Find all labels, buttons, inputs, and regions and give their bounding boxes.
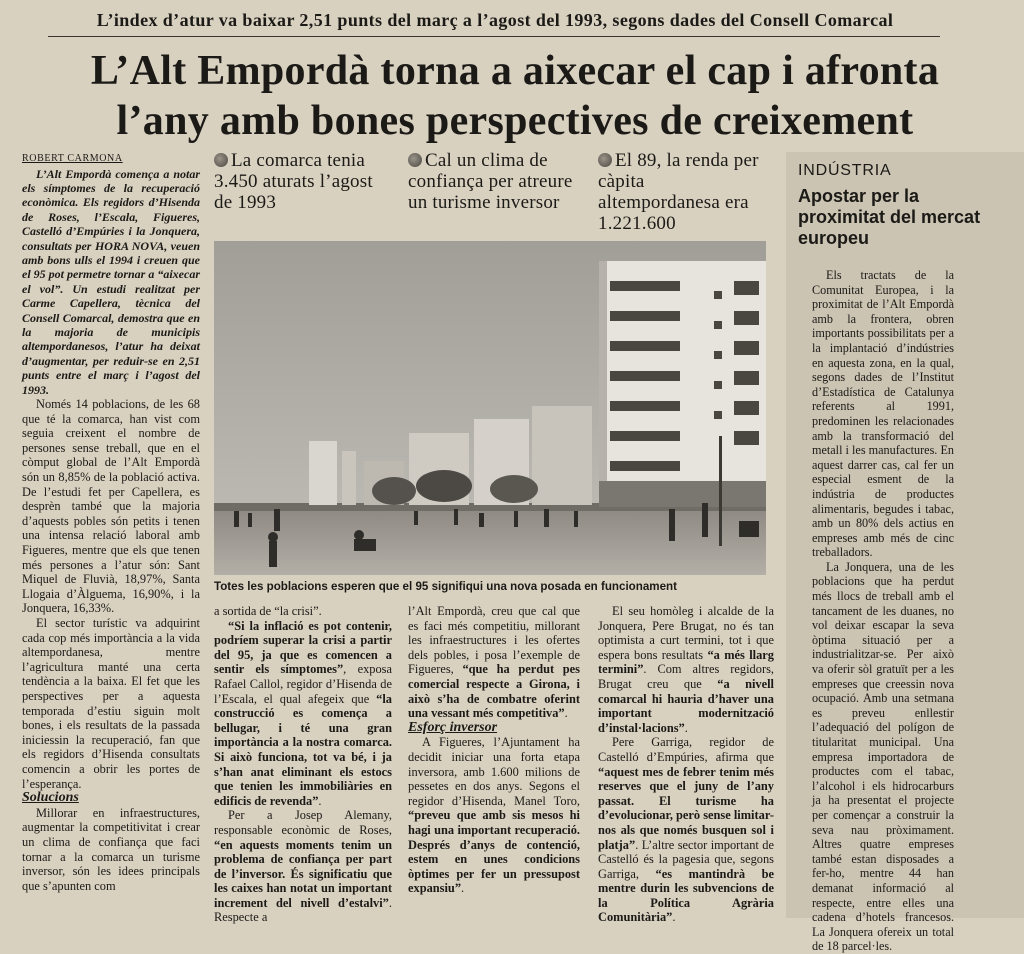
column-3: [408, 604, 580, 896]
headline-line-1: L’Alt Empordà torna a aixecar el cap i afronta: [90, 48, 940, 94]
paragraph: A Figueres, l’Ajuntament ha decidit iniciar una forta etapa inversora, amb 1.600 milions de pessetes en dos anys. Segons el regidor d’Hisenda, Manel Toro, “preveu que amb sis mesos hi hagi una important recuperació. Després d’anys de contenció, estem en unes condicions òptimes per fer un pressupost expansiu”.: [408, 735, 580, 896]
column-2: [214, 604, 392, 925]
bullet-dot-icon: [408, 153, 422, 167]
paragraph: Millorar en infraestructures, augmentar la competitivitat i crear un clima de confiança que faci tornar a la comarca un turisme inversor, són les idees principals que s’apunten com: [22, 805, 200, 893]
paragraph: Per a Josep Alemany, responsable econòmic de Roses, “en aquests moments tenim un problema de confiança per part de l’inversor. És significatiu que les caixes han notat un important increment del nivell d’estalvi”. Respecte a: [214, 808, 392, 925]
paragraph: l’Alt Empordà, creu que cal que es faci més competitiu, millorant les infraestructures i les ofertes dels pobles, i posa l’exemple de Figueres, “que ha perdut pes comercial respecte a Girona, i això s’ha de combatre oferint una vessant més competitiva”.: [408, 604, 580, 721]
paragraph: El seu homòleg i alcalde de la Jonquera, Pere Brugat, no és tan optimista a curt termini, tot i que espera bons resultats “a més llarg termini”. Com altres regidors, Brugat creu que “a nivell comarcal hi hauria d’haver una important modernització d’instal·lacions”.: [598, 604, 774, 735]
column-4: [598, 604, 774, 925]
pullquote-3: El 89, la renda per càpita altempordanesa era 1.221.600: [598, 150, 759, 234]
headline: [20, 46, 1010, 146]
paragraph: a sortida de “la crisi”.: [214, 604, 322, 618]
kicker-divider: [48, 36, 940, 37]
lead-paragraph: L’Alt Empordà comença a notar els símptomes de la recuperació econòmica. Els regidors d’Hisenda de Roses, l’Escala, Figueres, Castelló d’Empúries i la Jonquera, consultats per HORA NOVA, veuen amb bons ulls el 1994 i creuen que el 95 pot permetre tornar a “aixecar el vol”. Un estudi realitzat per Carme Capellera, tècnica del Consell Comarcal, demostra que en la majoria de municipis altempordanesos, l’atur ha deixat d’augmentar, per reduir-se en 2,51 punts entre el març i l’agost del 1993.: [22, 166, 200, 397]
bullet-dot-icon: [598, 153, 612, 167]
paragraph: El sector turístic va adquirint cada cop més importància a la vida altempordanesa, mentre l’agricultura manté una certa tendència a la baixa. El fet que les perspectives per a aquesta temporada d’estiu siguin molt bones, i els resultats de la passada iniciessin la recuperació, fan que els regidors d’Hisenda consultats comencin a obrir les portes de l’esperança.: [22, 616, 200, 791]
paragraph: Els tractats de la Comunitat Europea, i la proximitat de l’Alt Empordà amb la frontera, obren importants possibilitats per a la implantació d’indústries en aquesta zona, en la qual, segons dades de l’Institut d’Estadística de Catalunya referents al 1991, predominen les relacionades amb la transformació del metall i les manufactures. En aquest darrer cas, cal fer un especial esment de la indústria de productes alimentaris, begudes i tabac, amb un 80% dels actius en empreses amb més de cinc treballadors.: [812, 268, 954, 560]
beach-photo-illustration: [214, 241, 766, 575]
sidebar-body: [812, 268, 954, 954]
sidebar-section-label: INDÚSTRIA: [798, 162, 892, 179]
pullquote-2: Cal un clima de confiança per atreure un turisme inversor: [408, 150, 573, 213]
section-heading-esforc-inversor: Esforç inversor: [408, 719, 498, 735]
paragraph: La Jonquera, una de les poblacions que ha perdut més llocs de treball amb el tancament de les duanes, no vol deixar escapar la seva òptima situació per a industrialitzar-se. Per això va oferir sòl gratuït per a les empreses que creessin nova ocupació. Amb una setmana es preveu enllestir l’adequació del polígon de titularitat municipal. Una empresa importadora de productes com el tabac, l’alcohol i els hidrocarburs ja ha presentat el projecte per començar a construir la seva nau pròximament. Altres quatre empreses també estan disposades a fer-ho, mentre 44 han demanat informació al respecte, entre elles una cadena d’hotels francesos. La Jonquera ofereix un total de 18 parcel·les.: [812, 559, 954, 954]
sidebar-title: Apostar per la proximitat del mercat europeu: [798, 186, 981, 248]
paragraph: Només 14 poblacions, de les 68 que té la comarca, han vist com seguia creixent el nombre de persones sense treball, que en el còmput global de l’Alt Empordà són un 8,85% de la població activa. De l’estudi fet per Capellera, es desprèn també que la majoria d’aquests pobles són petits i tenen una intensa relació laboral amb Figueres, mentre que els que tenen més persones a l’atur són: Sant Miquel de Fluvià, 18,97%, Santa Llogaia d’Àlguema, 16,90%, i la Jonquera, 16,33%.: [22, 397, 200, 616]
paragraph: Pere Garriga, regidor de Castelló d’Empúries, afirma que “aquest mes de febrer tenim més reserves que el juny de l’any passat. El turisme ha d’evolucionar, però sense limitar-nos als que només busquen sol i platja”. L’altre sector important de Castelló és la pagesia que, segons Garriga, “es mantindrà be mentre durin les subvencions de la Política Agrària Comunitària”.: [598, 735, 774, 925]
headline-line-2: l’any amb bones perspectives de creixement: [116, 98, 914, 144]
paragraph: “Si la inflació es pot contenir, podríem superar la crisi a partir del 95, ja que es comencen a sentir els símptomes”, exposa Rafael Callol, regidor d’Hisenda de l’Escala, el qual afegeix que “la construcció es comença a bellugar, i té una gran importància a la nostra comarca. Si això funciona, tot va bé, i ja s’han anat eliminant els estocs que tenien les immobiliàries en edificis de revenda”.: [214, 618, 393, 808]
column-1: [22, 152, 200, 893]
byline: ROBERT CARMONA: [22, 153, 123, 164]
kicker-line: L’index d’atur va baixar 2,51 punts del març a l’agost del 1993, segons dades del Consell Comarcal: [96, 10, 894, 30]
section-heading-solucions: Solucions: [22, 790, 79, 806]
pullquote-1: La comarca tenia 3.450 aturats l’agost de 1993: [214, 150, 373, 213]
photo-caption: Totes les poblacions esperen que el 95 signifiqui una nova posada en funcionament: [214, 580, 677, 593]
bullet-dot-icon: [214, 153, 228, 167]
beach-photo: [214, 241, 766, 575]
